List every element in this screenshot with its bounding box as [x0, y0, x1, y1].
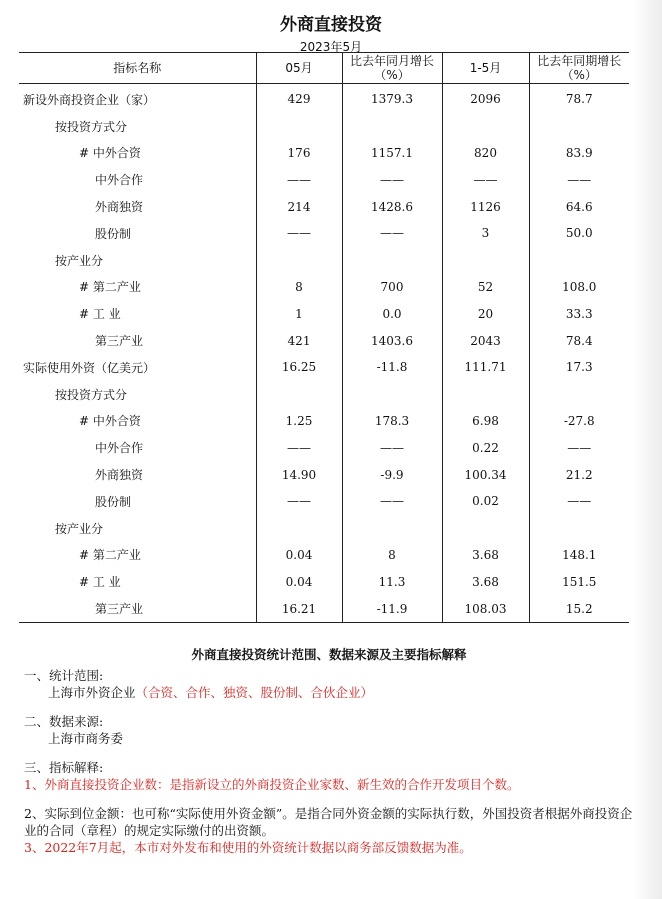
row-value-v1: 176 [256, 140, 342, 167]
row-label: 按产业分 [55, 521, 104, 536]
row-value-v2 [342, 113, 442, 140]
row-value-v3: 3 [442, 220, 529, 247]
row-value-v3 [442, 515, 529, 542]
row-value-v3: 2043 [442, 327, 529, 354]
row-value-v2: 1157.1 [342, 140, 442, 167]
row-value-v4: 17.3 [529, 354, 629, 381]
row-value-v4: 64.6 [529, 193, 629, 220]
row-value-v4: 21.2 [529, 461, 629, 488]
row-label: 按投资方式分 [55, 387, 128, 402]
row-value-v1: 14.90 [256, 461, 342, 488]
row-value-v1 [256, 381, 342, 408]
row-value-v2: 0.0 [342, 300, 442, 327]
row-value-v2: 1428.6 [342, 193, 442, 220]
row-value-v1: 0.04 [256, 542, 342, 569]
row-value-v3 [442, 247, 529, 274]
row-value-v2: —— [342, 166, 442, 193]
table-row [19, 488, 629, 515]
page-edge-shadow [632, 0, 662, 899]
table-row [19, 166, 629, 193]
row-value-v3 [442, 381, 529, 408]
row-value-v1: 16.21 [256, 595, 342, 622]
row-value-v2: -9.9 [342, 461, 442, 488]
row-value-v3: 3.68 [442, 542, 529, 569]
explain-title: 三、指标解释: [24, 760, 104, 775]
row-label: 股份制 [95, 494, 132, 509]
row-label: # 中外合资 [79, 414, 141, 429]
row-value-v2: —— [342, 488, 442, 515]
table-row [19, 381, 629, 408]
row-value-v1: 429 [256, 84, 342, 113]
row-value-v4: -27.8 [529, 408, 629, 435]
explain-item-3: 3、2022年7月起，本市对外发布和使用的外资统计数据以商务部反馈数据为准。 [24, 840, 472, 855]
row-value-v1: 0.04 [256, 568, 342, 595]
table-row [19, 327, 629, 354]
row-value-v1: 214 [256, 193, 342, 220]
row-value-v4: 15.2 [529, 595, 629, 622]
row-value-v1 [256, 247, 342, 274]
row-value-v2 [342, 381, 442, 408]
scope-text: 上海市外资企业 [48, 685, 136, 700]
notes-heading: 外商直接投资统计范围、数据来源及主要指标解释 [191, 647, 467, 662]
header-ytd-growth: 比去年同期增长（%） [529, 53, 629, 84]
row-value-v4 [529, 113, 629, 140]
row-value-v2: 700 [342, 274, 442, 301]
source-title: 二、数据来源: [24, 714, 104, 729]
table-row [19, 515, 629, 542]
row-value-v1: —— [256, 434, 342, 461]
page-title: 外商直接投资 [280, 15, 382, 35]
row-value-v3: 20 [442, 300, 529, 327]
table-row [19, 408, 629, 435]
header-indicator: 指标名称 [19, 53, 256, 84]
table-row [19, 542, 629, 569]
row-label: 中外合作 [95, 441, 144, 456]
table-row [19, 220, 629, 247]
row-value-v2: 11.3 [342, 568, 442, 595]
row-label: 股份制 [95, 226, 132, 241]
row-value-v2: -11.9 [342, 595, 442, 622]
row-value-v1: —— [256, 488, 342, 515]
row-value-v3 [442, 113, 529, 140]
row-value-v3: 2096 [442, 84, 529, 113]
notes-section [24, 646, 634, 856]
row-label: 第三产业 [95, 334, 144, 349]
row-label: # 第二产业 [79, 548, 141, 563]
row-value-v1: 8 [256, 274, 342, 301]
table-row [19, 193, 629, 220]
row-value-v2: 8 [342, 542, 442, 569]
row-label: 外商独资 [95, 468, 144, 483]
row-value-v3: 820 [442, 140, 529, 167]
row-value-v4: 33.3 [529, 300, 629, 327]
row-value-v2: 1403.6 [342, 327, 442, 354]
row-value-v2 [342, 515, 442, 542]
row-value-v3: 6.98 [442, 408, 529, 435]
row-value-v2 [342, 247, 442, 274]
row-label: 新设外商投资企业（家） [23, 92, 156, 107]
explain-item-1: 1、外商直接投资企业数：是指新设立的外商投资企业家数、新生效的合作开发项目个数。 [24, 777, 520, 792]
header-month-growth: 比去年同月增长（%） [342, 53, 442, 84]
scope-title: 一、统计范围: [24, 668, 104, 683]
row-value-v3: —— [442, 166, 529, 193]
row-value-v4: 78.4 [529, 327, 629, 354]
table-row [19, 113, 629, 140]
row-value-v4: 50.0 [529, 220, 629, 247]
row-value-v2: —— [342, 220, 442, 247]
row-value-v1: —— [256, 166, 342, 193]
row-value-v1: 1.25 [256, 408, 342, 435]
row-value-v4: 78.7 [529, 84, 629, 113]
row-label: 按产业分 [55, 253, 104, 268]
row-value-v4: 151.5 [529, 568, 629, 595]
row-value-v1 [256, 113, 342, 140]
row-value-v2: -11.8 [342, 354, 442, 381]
explain-item-2: 2、实际到位金额：也可称“实际使用外资金额”。是指合同外资金额的实际执行数，外国投资者根据外商投资企业的合同（章程）的规定实际缴付的出资额。 [24, 806, 633, 838]
table-row [19, 140, 629, 167]
fdi-table [19, 52, 629, 623]
table-header-row [19, 53, 629, 84]
row-value-v4 [529, 381, 629, 408]
table-row [19, 84, 629, 113]
header-month: 05月 [256, 53, 342, 84]
row-label: 中外合作 [95, 173, 144, 188]
row-label: # 工 业 [79, 307, 121, 322]
table-row [19, 247, 629, 274]
table-row [19, 595, 629, 622]
row-value-v4: —— [529, 488, 629, 515]
row-value-v4: —— [529, 166, 629, 193]
report-date: 2023年5月 [299, 40, 363, 54]
row-value-v4 [529, 247, 629, 274]
row-value-v4: 148.1 [529, 542, 629, 569]
table-row [19, 354, 629, 381]
scope-line [24, 684, 634, 701]
row-value-v2: 1379.3 [342, 84, 442, 113]
table-row [19, 274, 629, 301]
row-value-v4: —— [529, 434, 629, 461]
row-value-v3: 100.34 [442, 461, 529, 488]
row-value-v1: 421 [256, 327, 342, 354]
row-value-v1 [256, 515, 342, 542]
row-label: 按投资方式分 [55, 119, 128, 134]
row-value-v1: 1 [256, 300, 342, 327]
row-value-v3: 1126 [442, 193, 529, 220]
row-value-v3: 3.68 [442, 568, 529, 595]
row-value-v4 [529, 515, 629, 542]
row-value-v1: —— [256, 220, 342, 247]
table-row [19, 568, 629, 595]
row-label: # 工 业 [79, 575, 121, 590]
source-text: 上海市商务委 [48, 731, 124, 746]
row-value-v4: 108.0 [529, 274, 629, 301]
table-row [19, 434, 629, 461]
row-value-v2: —— [342, 434, 442, 461]
row-label: # 中外合资 [79, 146, 141, 161]
row-value-v3: 0.02 [442, 488, 529, 515]
scope-detail: （合资、合作、独资、股份制、合伙企业） [135, 685, 374, 700]
header-ytd: 1-5月 [442, 53, 529, 84]
table-row [19, 300, 629, 327]
row-value-v3: 0.22 [442, 434, 529, 461]
row-value-v3: 52 [442, 274, 529, 301]
row-label: 第三产业 [19, 595, 256, 622]
row-value-v2: 178.3 [342, 408, 442, 435]
table-row [19, 461, 629, 488]
row-label: # 第二产业 [79, 280, 141, 295]
row-label: 实际使用外资（亿美元） [23, 360, 156, 375]
row-value-v4: 83.9 [529, 140, 629, 167]
row-value-v1: 16.25 [256, 354, 342, 381]
row-value-v3: 108.03 [442, 595, 529, 622]
row-value-v3: 111.71 [442, 354, 529, 381]
row-label: 外商独资 [95, 200, 144, 215]
